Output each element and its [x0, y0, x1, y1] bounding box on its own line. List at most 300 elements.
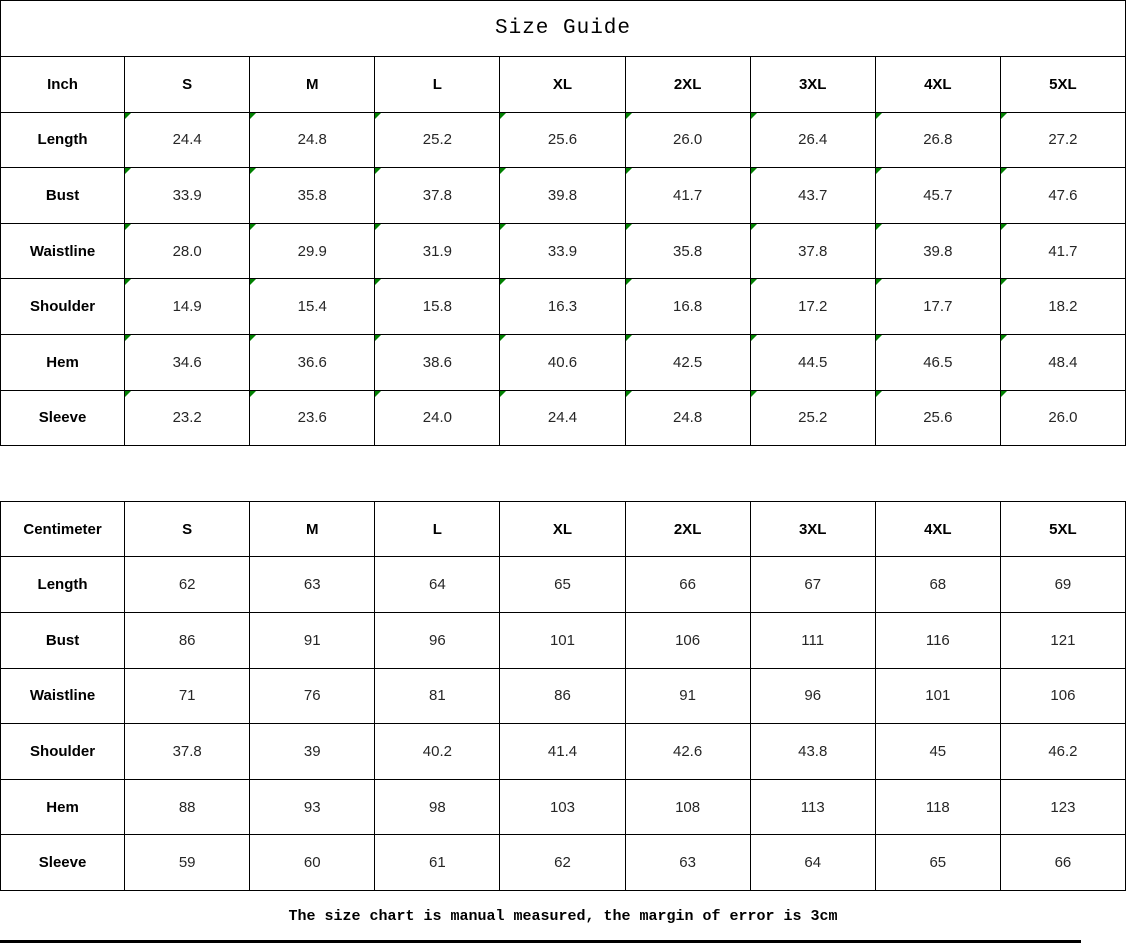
inch_table-value-cell: [125, 279, 250, 335]
cm_table-size-header: [500, 502, 625, 558]
cell-corner-marker-icon: [1001, 279, 1007, 285]
cell-corner-marker-icon: [751, 168, 757, 174]
cm_table-row-label-text: Sleeve: [38, 854, 87, 872]
cm_table-value-cell-text: 86: [554, 687, 571, 705]
cell-corner-marker-icon: [876, 391, 882, 397]
inch_table-value-cell-text: 37.8: [422, 186, 452, 204]
cm_table-value-cell: [626, 724, 751, 780]
cell-corner-marker-icon: [626, 224, 632, 230]
cm_table-row-label-text: Shoulder: [30, 742, 96, 760]
cm_table-value-cell-text: 113: [800, 798, 825, 816]
cm_table-value-cell-text: 40.2: [422, 742, 452, 760]
inch_table-value-cell: [876, 391, 1001, 447]
cm_table-value-cell: [1001, 669, 1126, 725]
inch_table-value-cell: [500, 224, 625, 280]
cm_table-value-cell: [876, 780, 1001, 836]
cell-corner-marker-icon: [626, 279, 632, 285]
cell-corner-marker-icon: [500, 224, 506, 230]
inch_table-value-cell-text: 16.3: [547, 298, 578, 316]
inch_table-value-cell-text: 15.4: [297, 298, 327, 316]
cm_table-size-header-text: 2XL: [673, 520, 702, 538]
cm_table-value-cell: [876, 835, 1001, 891]
inch_table-size-header-text: S: [182, 75, 193, 93]
inch_table-unit-header-text: Inch: [47, 75, 78, 93]
inch_table-size-header: [626, 57, 751, 113]
inch_table-value-cell: [1001, 113, 1126, 169]
cm_table-value-cell-text: 42.6: [673, 742, 703, 760]
note-row: [0, 891, 1126, 943]
cm_table-value-cell: [751, 669, 876, 725]
cell-corner-marker-icon: [626, 391, 632, 397]
cm_table-value-cell-text: 111: [801, 631, 825, 649]
cm_table-size-header-text: 5XL: [1049, 520, 1077, 538]
inch_table-value-cell-text: 25.6: [923, 409, 953, 427]
cm_table-value-cell-text: 121: [1050, 631, 1076, 649]
inch_table-row-label-text: Bust: [45, 186, 80, 204]
inch_table-value-cell: [375, 391, 500, 447]
cm_table-value-cell: [500, 669, 625, 725]
cell-corner-marker-icon: [876, 335, 882, 341]
inch_table-size-header-text: M: [306, 75, 319, 93]
inch_table-value-cell: [751, 113, 876, 169]
cell-corner-marker-icon: [876, 224, 882, 230]
cm_table-row-label: [0, 724, 125, 780]
cm_table-size-header-text: M: [306, 520, 319, 538]
cm_table-unit-header-text: Centimeter: [23, 520, 102, 538]
inch_table-value-cell: [250, 113, 375, 169]
cm_table-value-cell: [375, 780, 500, 836]
inch_table-value-cell-text: 41.7: [1048, 242, 1078, 260]
cm_table-value-cell: [250, 724, 375, 780]
cm_table-row-label: [0, 669, 125, 725]
cm_table-value-cell-text: 37.8: [172, 742, 202, 760]
inch_table-value-cell-text: 24.8: [673, 409, 703, 427]
cm_table-value-cell: [250, 669, 375, 725]
inch_table-value-cell-text: 15.8: [422, 298, 452, 316]
inch_table-row-label: [0, 279, 125, 335]
cm_table-value-cell-text: 64: [429, 576, 446, 594]
cm_table-value-cell-text: 123: [1050, 798, 1076, 816]
cell-corner-marker-icon: [626, 335, 632, 341]
cell-corner-marker-icon: [125, 279, 131, 285]
inch_table-value-cell: [250, 335, 375, 391]
cm_table-value-cell: [876, 557, 1001, 613]
inch_table-value-cell-text: 36.6: [297, 353, 327, 371]
cm_table-row-label-text: Bust: [45, 631, 80, 649]
inch_table-value-cell: [751, 224, 876, 280]
cell-corner-marker-icon: [250, 168, 256, 174]
inch_table-value-cell-text: 43.7: [798, 186, 828, 204]
inch_table-value-cell: [626, 168, 751, 224]
cm_table-value-cell: [500, 724, 625, 780]
cm_table-row-label-text: Waistline: [29, 687, 96, 705]
cm_table-value-cell: [751, 780, 876, 836]
inch_table-value-cell: [1001, 279, 1126, 335]
cm_table-size-header: [375, 502, 500, 558]
inch_table-value-cell-text: 44.5: [798, 353, 828, 371]
inch_table-value-cell: [1001, 168, 1126, 224]
inch_table-value-cell: [250, 279, 375, 335]
cell-corner-marker-icon: [500, 279, 506, 285]
inch_table-row-label: [0, 168, 125, 224]
inch_table-value-cell-text: 34.6: [172, 353, 202, 371]
inch_table-row-label: [0, 113, 125, 169]
inch_table-value-cell: [876, 224, 1001, 280]
cm_table-value-cell: [500, 780, 625, 836]
inch_table-size-header: [751, 57, 876, 113]
cm_table-value-cell-text: 43.8: [798, 742, 828, 760]
inch_table-value-cell: [751, 168, 876, 224]
inch_table-value-cell-text: 48.4: [1048, 353, 1078, 371]
cm_table-value-cell: [375, 835, 500, 891]
cell-corner-marker-icon: [250, 391, 256, 397]
inch_table-size-header: [1001, 57, 1126, 113]
inch_table-value-cell-text: 27.2: [1048, 131, 1078, 149]
cm_table-value-cell-text: 91: [303, 631, 321, 649]
cell-corner-marker-icon: [375, 113, 381, 119]
cm_table-size-header-text: XL: [552, 520, 573, 538]
cell-corner-marker-icon: [751, 391, 757, 397]
inch_table-value-cell-text: 17.7: [923, 298, 953, 316]
inch_table-value-cell-text: 24.4: [172, 131, 202, 149]
cm_table-value-cell: [876, 613, 1001, 669]
inch_table-value-cell: [1001, 391, 1126, 447]
cm_table-value-cell-text: 59: [178, 854, 196, 872]
inch_table-value-cell: [626, 335, 751, 391]
cm_table-value-cell-text: 64: [804, 854, 822, 872]
inch_table-value-cell: [125, 168, 250, 224]
inch_table-row-label: [0, 224, 125, 280]
cell-corner-marker-icon: [375, 279, 381, 285]
cm_table-value-cell: [500, 613, 625, 669]
cell-corner-marker-icon: [1001, 391, 1007, 397]
cm_table-value-cell: [125, 669, 250, 725]
cm_table-value-cell: [250, 780, 375, 836]
inch_table-value-cell: [751, 279, 876, 335]
cm_table-size-header: [250, 502, 375, 558]
cm_table-value-cell-text: 63: [679, 854, 696, 872]
cm_table-value-cell: [250, 557, 375, 613]
cm_table-unit-header: [0, 502, 125, 558]
inch_table-unit-header: [0, 57, 125, 113]
cell-corner-marker-icon: [375, 391, 381, 397]
cm_table-value-cell-text: 46.2: [1048, 742, 1078, 760]
inch_table-value-cell: [626, 279, 751, 335]
inch_table-value-cell-text: 26.4: [798, 131, 828, 149]
inch_table-value-cell-text: 23.2: [172, 409, 202, 427]
inch_table-value-cell-text: 18.2: [1048, 298, 1078, 316]
cm_table-size-header: [125, 502, 250, 558]
inch_table-value-cell-text: 33.9: [172, 186, 202, 204]
inch_table-value-cell-text: 41.7: [673, 186, 703, 204]
inch_table-value-cell: [751, 391, 876, 447]
cell-corner-marker-icon: [1001, 168, 1007, 174]
cell-corner-marker-icon: [125, 224, 131, 230]
cm_table-value-cell: [125, 724, 250, 780]
cm_table-value-cell-text: 108: [675, 798, 701, 816]
inch_table-value-cell-text: 29.9: [297, 242, 327, 260]
inch_table-value-cell-text: 39.8: [547, 186, 578, 204]
inch_table-value-cell-text: 35.8: [297, 186, 327, 204]
inch_table-value-cell-text: 42.5: [673, 353, 703, 371]
cm_table-value-cell: [876, 669, 1001, 725]
inch_table-row-label-text: Hem: [46, 353, 79, 371]
inch_table-size-header: [125, 57, 250, 113]
cm_table-size-header-text: L: [432, 520, 442, 538]
cm_table-value-cell-text: 65: [554, 576, 571, 594]
cell-corner-marker-icon: [1001, 335, 1007, 341]
cm_table-row-label: [0, 780, 125, 836]
cell-corner-marker-icon: [125, 168, 131, 174]
cm_table-value-cell: [125, 835, 250, 891]
inch_table-value-cell-text: 40.6: [547, 353, 578, 371]
cm_table-value-cell: [626, 835, 751, 891]
cm_table-value-cell: [250, 613, 375, 669]
cell-corner-marker-icon: [876, 168, 882, 174]
cm_table-value-cell-text: 118: [925, 798, 950, 816]
inch_table-value-cell-text: 24.4: [547, 409, 578, 427]
cm_table-value-cell-text: 60: [303, 854, 321, 872]
cm_table-value-cell-text: 61: [429, 854, 446, 872]
cm_table-value-cell-text: 96: [429, 631, 446, 649]
cm_table-size-header: [626, 502, 751, 558]
cm_table-size-header-text: 4XL: [924, 520, 952, 538]
cm_table-value-cell-text: 98: [429, 798, 446, 816]
cm_table-value-cell: [1001, 724, 1126, 780]
cm_table-value-cell: [626, 613, 751, 669]
cm_table-value-cell: [500, 557, 625, 613]
inch_table-value-cell-text: 14.9: [172, 298, 202, 316]
page-title: Size Guide: [0, 0, 1126, 57]
cm_table-value-cell-text: 65: [929, 854, 947, 872]
cell-corner-marker-icon: [626, 113, 632, 119]
inch_table-value-cell: [1001, 335, 1126, 391]
cell-corner-marker-icon: [500, 391, 506, 397]
cm_table-value-cell: [1001, 835, 1126, 891]
inch_table-value-cell: [375, 168, 500, 224]
inch_table-row-label-text: Waistline: [29, 242, 96, 260]
cm_table-value-cell-text: 101: [925, 687, 951, 705]
inch_table-value-cell: [250, 168, 375, 224]
cell-corner-marker-icon: [751, 224, 757, 230]
inch_table-value-cell: [500, 113, 625, 169]
inch_table-size-header: [375, 57, 500, 113]
cm_table-row-label-text: Length: [37, 576, 88, 594]
inch_table-row-label-text: Length: [37, 131, 88, 149]
inch_table-value-cell-text: 25.2: [798, 409, 828, 427]
inch_table-value-cell: [500, 335, 625, 391]
inch_table-value-cell-text: 16.8: [673, 298, 703, 316]
inch_table-value-cell: [876, 113, 1001, 169]
inch_table-value-cell: [500, 391, 625, 447]
inch_table-value-cell: [375, 113, 500, 169]
inch_table-size-header-text: 4XL: [924, 75, 952, 93]
cm_table-row-label-text: Hem: [46, 798, 79, 816]
cell-corner-marker-icon: [375, 335, 381, 341]
cm_table-value-cell: [626, 780, 751, 836]
cm_table-row-label: [0, 835, 125, 891]
cm_table-size-header-text: 3XL: [798, 520, 827, 538]
cell-corner-marker-icon: [375, 168, 381, 174]
cm_table-value-cell-text: 66: [679, 576, 696, 594]
cm_table-value-cell-text: 39: [303, 742, 321, 760]
inch_table-value-cell-text: 35.8: [673, 242, 703, 260]
cm_table-value-cell: [250, 835, 375, 891]
cm_table-value-cell-text: 68: [929, 576, 947, 594]
cm_table-value-cell-text: 106: [1050, 687, 1076, 705]
inch_table-value-cell: [250, 391, 375, 447]
cm_table-size-header: [751, 502, 876, 558]
cm_table-size-header-text: S: [182, 520, 193, 538]
cell-corner-marker-icon: [626, 168, 632, 174]
cell-corner-marker-icon: [1001, 224, 1007, 230]
inch_table-value-cell-text: 31.9: [422, 242, 452, 260]
inch_table-size-header-text: L: [432, 75, 442, 93]
inch_table-value-cell-text: 37.8: [798, 242, 828, 260]
cm_table-value-cell: [500, 835, 625, 891]
inch_table-size-header-text: XL: [552, 75, 573, 93]
inch_table-row-label-text: Shoulder: [30, 298, 96, 316]
cm_table-value-cell-text: 71: [178, 687, 196, 705]
cm_table-value-cell: [751, 724, 876, 780]
inch_table-size-header: [876, 57, 1001, 113]
cm_table-value-cell: [1001, 780, 1126, 836]
cell-corner-marker-icon: [500, 113, 506, 119]
inch_table-value-cell: [375, 279, 500, 335]
cm_table-value-cell-text: 81: [429, 687, 446, 705]
cm_table-value-cell: [751, 613, 876, 669]
inch_table-value-cell-text: 45.7: [923, 186, 953, 204]
inch_table-value-cell: [375, 224, 500, 280]
cell-corner-marker-icon: [250, 224, 256, 230]
inch_table-row-label: [0, 335, 125, 391]
inch_table-value-cell-text: 47.6: [1048, 186, 1078, 204]
cell-corner-marker-icon: [250, 335, 256, 341]
inch_table-value-cell-text: 25.2: [422, 131, 452, 149]
inch_table-size-header-text: 2XL: [673, 75, 702, 93]
inch_table-value-cell: [125, 391, 250, 447]
cm_table-value-cell-text: 86: [178, 631, 196, 649]
inch_table-value-cell-text: 26.8: [923, 131, 953, 149]
inch_table-size-header: [250, 57, 375, 113]
cell-corner-marker-icon: [125, 113, 131, 119]
inch_table-value-cell: [1001, 224, 1126, 280]
cm_table-value-cell-text: 45: [929, 742, 947, 760]
cm_table-value-cell-text: 103: [549, 798, 575, 816]
cm_table-value-cell: [751, 835, 876, 891]
cm_table-value-cell-text: 106: [675, 631, 701, 649]
inch_table-size-header: [500, 57, 625, 113]
cell-corner-marker-icon: [125, 335, 131, 341]
inch_table-value-cell-text: 39.8: [923, 242, 953, 260]
cm_table-value-cell-text: 76: [303, 687, 321, 705]
cell-corner-marker-icon: [751, 279, 757, 285]
cm_table-value-cell-text: 66: [1054, 854, 1072, 872]
inch_table-value-cell-text: 46.5: [923, 353, 953, 371]
inch_table-size-header-text: 5XL: [1049, 75, 1077, 93]
inch_table-value-cell: [500, 279, 625, 335]
inch_table-value-cell: [125, 224, 250, 280]
cm_table-value-cell-text: 69: [1054, 576, 1072, 594]
inch_table-value-cell-text: 26.0: [673, 131, 703, 149]
cell-corner-marker-icon: [1001, 113, 1007, 119]
inch_table-value-cell: [125, 113, 250, 169]
cm_table-value-cell-text: 96: [804, 687, 822, 705]
inch_table-value-cell: [876, 168, 1001, 224]
cell-corner-marker-icon: [876, 113, 882, 119]
cm_table-value-cell: [751, 557, 876, 613]
cm_table-row-label: [0, 557, 125, 613]
cm_table-value-cell-text: 62: [178, 576, 196, 594]
cm_table-value-cell-text: 88: [178, 798, 196, 816]
cm_table-size-header: [1001, 502, 1126, 558]
cm_table-value-cell: [375, 613, 500, 669]
cm_table-value-cell: [375, 669, 500, 725]
inch_table-value-cell: [500, 168, 625, 224]
cm_table-value-cell: [125, 780, 250, 836]
cm_table-value-cell: [375, 557, 500, 613]
cm_table-value-cell-text: 63: [303, 576, 321, 594]
cm_table-value-cell-text: 116: [925, 631, 950, 649]
note-text: The size chart is manual measured, the margin of error is 3cm: [288, 908, 838, 926]
cm_table-value-cell: [125, 613, 250, 669]
cm_table-size-header: [876, 502, 1001, 558]
inch_table-value-cell-text: 24.8: [297, 131, 327, 149]
cell-corner-marker-icon: [250, 279, 256, 285]
inch_table-value-cell-text: 28.0: [172, 242, 202, 260]
cell-corner-marker-icon: [751, 335, 757, 341]
inch_table-value-cell: [876, 335, 1001, 391]
inch_table-value-cell: [125, 335, 250, 391]
inch_table-value-cell: [626, 391, 751, 447]
cell-corner-marker-icon: [125, 391, 131, 397]
inch_table-value-cell-text: 25.6: [547, 131, 578, 149]
cm_table-value-cell: [626, 557, 751, 613]
inch_table-value-cell: [250, 224, 375, 280]
cm_table-value-cell-text: 67: [804, 576, 822, 594]
inch_table-size-header-text: 3XL: [798, 75, 827, 93]
inch_table-value-cell: [876, 279, 1001, 335]
cell-corner-marker-icon: [250, 113, 256, 119]
inch_table-value-cell-text: 33.9: [547, 242, 578, 260]
cm_table-value-cell-text: 93: [303, 798, 321, 816]
cm_table-value-cell-text: 101: [549, 631, 575, 649]
cell-corner-marker-icon: [751, 113, 757, 119]
inch_table-value-cell: [751, 335, 876, 391]
cm_table-value-cell: [1001, 613, 1126, 669]
inch_table-value-cell-text: 38.6: [422, 353, 452, 371]
inch_table-value-cell-text: 17.2: [798, 298, 828, 316]
cm_table-value-cell-text: 41.4: [547, 742, 578, 760]
cell-corner-marker-icon: [500, 335, 506, 341]
inch_table-value-cell-text: 23.6: [297, 409, 327, 427]
cell-corner-marker-icon: [500, 168, 506, 174]
inch_table-value-cell-text: 26.0: [1048, 409, 1078, 427]
cm_table-value-cell: [876, 724, 1001, 780]
cm_table-value-cell-text: 91: [679, 687, 696, 705]
cm_table-value-cell: [375, 724, 500, 780]
inch_table-value-cell: [626, 224, 751, 280]
cm_table-row-label: [0, 613, 125, 669]
cell-corner-marker-icon: [876, 279, 882, 285]
cm_table-value-cell: [626, 669, 751, 725]
inch_table-row-label-text: Sleeve: [38, 409, 87, 427]
inch_table-value-cell: [626, 113, 751, 169]
cm_table-value-cell: [1001, 557, 1126, 613]
cm_table-value-cell: [125, 557, 250, 613]
cell-corner-marker-icon: [375, 224, 381, 230]
inch_table-value-cell: [375, 335, 500, 391]
